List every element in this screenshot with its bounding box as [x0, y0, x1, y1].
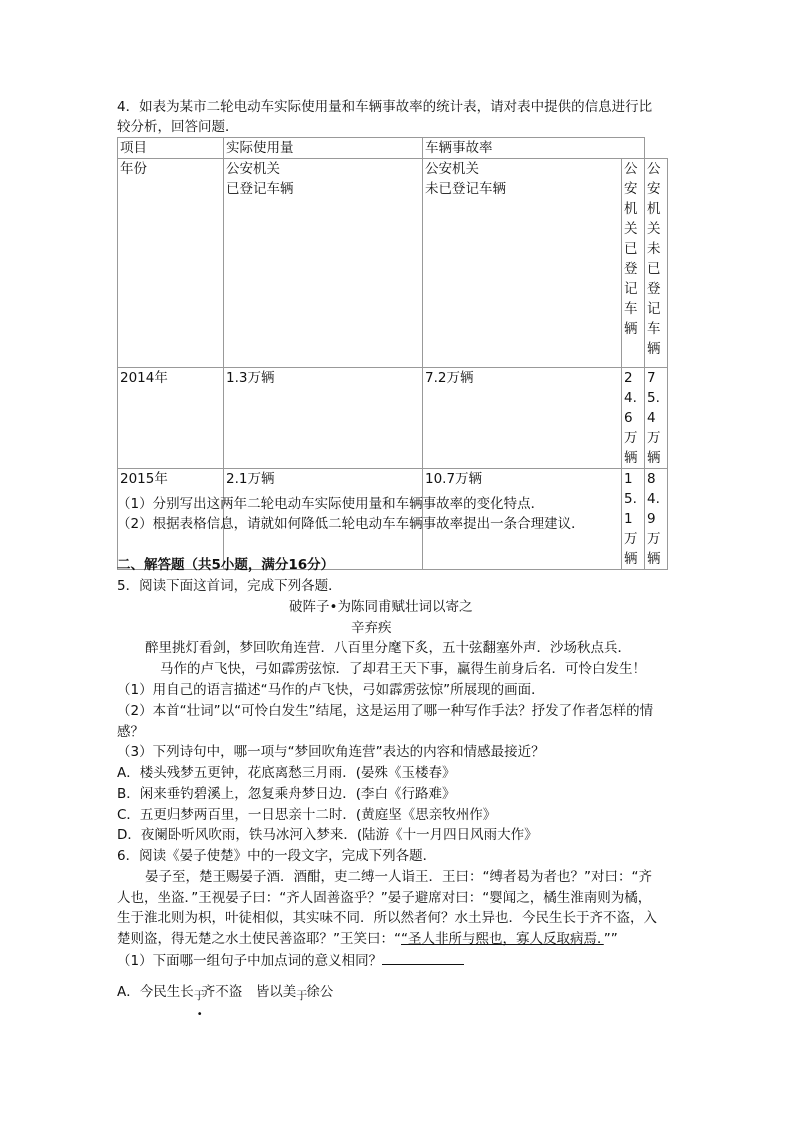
q6-sub1-text: （1）下面哪一组句子中加点词的意义相同？	[117, 953, 383, 969]
q6-sub1	[117, 950, 464, 971]
table-sub-vertical-unregistered: 公安机关未已登记车辆	[645, 159, 668, 368]
table-header-item: 项目	[118, 138, 224, 159]
sub-registered-line1: 公安机关	[226, 161, 280, 177]
poem-title: 破阵子•为陈同甫赋壮词以寄之	[289, 599, 473, 615]
q6-para-line2: 人也，坐盗．”王视晏子曰：“齐人固善盗乎？”晏子避席对曰：“婴闻之，橘生淮南则为橘，	[117, 890, 652, 906]
table-sub-vertical-registered: 公安机关已登记车辆	[622, 159, 645, 368]
table-row	[118, 368, 668, 469]
q4-sub2: （2）根据表格信息，请就如何降低二轮电动车车辆事故率提出一条合理建议．	[117, 516, 585, 532]
answer-blank[interactable]	[382, 950, 464, 965]
row-cell: 15.1万辆	[622, 469, 645, 570]
dotted-char-2-text: 于	[296, 989, 308, 1002]
q5-option-b: B．闲来垂钓碧溪上，忽复乘舟梦日边．(李白《行路难》	[117, 786, 456, 802]
row-cell: 1.3万辆	[224, 368, 423, 469]
q5-sub3: （3）下列诗句中，哪一项与“梦回吹角连营”表达的内容和情感最接近？	[117, 744, 545, 760]
q6-para-line3: 生于淮北则为枳，叶徒相似，其实味不同．所以然者何？水土异也．今民生长于齐不盗，入	[117, 910, 657, 926]
q4-line1: 4．如表为某市二轮电动车实际使用量和车辆事故率的统计表，请对表中提供的信息进行比	[117, 99, 653, 115]
table-header-year-label: 年份	[120, 161, 147, 177]
q5-sub2a: （2）本首“壮词”以“可怜白发生”结尾，这是运用了哪一种写作手法？抒发了作者怎样的情	[117, 703, 654, 719]
poem-author: 辛弃疾	[351, 620, 392, 636]
q6-para-line4-a: 楚则盗，得无楚之水土使民善盗耶？”王笑曰：“	[117, 931, 401, 947]
table-header-year	[118, 159, 224, 368]
q6-quote-underlined: “圣人非所与熙也，寡人反取病焉．	[401, 931, 604, 947]
q6-option-a-pre: A．今民生长	[117, 984, 194, 1000]
q6-option-a	[117, 982, 334, 1020]
row-cell: 24.6万辆	[622, 368, 645, 469]
q5-sub2b: 感？	[117, 724, 144, 740]
q5-option-d: D．夜阑卧听风吹雨，铁马冰河入梦来．(陆游《十一月四日风雨大作》	[117, 827, 538, 843]
table-sub-unregistered	[423, 159, 622, 368]
row-year: 2014年	[118, 368, 224, 469]
section-title: 二、解答题（共5小题，满分16分）	[117, 557, 335, 573]
q6-para-line4	[117, 929, 618, 949]
row-year: 2015年	[118, 469, 224, 570]
q6-para-line4-c: ””	[603, 931, 618, 947]
sub-unregistered-line1: 公安机关	[425, 161, 479, 177]
q6-para-line1: 晏子至，楚王赐晏子酒．酒酣，吏二缚一人诣王．王曰：“缚者曷为者也？”对曰：“齐	[145, 869, 652, 885]
row-cell: 10.7万辆	[423, 469, 622, 570]
row-cell: 75.4万辆	[645, 368, 668, 469]
q5-option-c: C．五更归梦两百里，一日思亲十二时．(黄庭坚《思亲牧州作》	[117, 807, 497, 823]
row-cell: 2.1万辆	[224, 469, 423, 570]
q4-sub1: （1）分别写出这两年二轮电动车实际使用量和车辆事故率的变化特点．	[117, 496, 545, 512]
q4-line2: 较分析，回答问题．	[117, 119, 239, 135]
dotted-char-1-text: 于	[193, 989, 205, 1002]
q5-option-a: A．楼头残梦五更钟，花底离愁三月雨．(晏殊《玉楼春》	[117, 765, 456, 781]
q5-sub1: （1）用自己的语言描述“马作的卢飞快，弓如霹雳弦惊”所展现的画面．	[117, 682, 545, 698]
sub-unregistered-line2: 未已登记车辆	[425, 181, 506, 197]
sub-registered-line2: 已登记车辆	[226, 181, 294, 197]
table-header-accident: 车辆事故率	[423, 138, 645, 159]
table-header-usage: 实际使用量	[224, 138, 423, 159]
poem-line2: 马作的卢飞快，弓如霹雳弦惊．了却君王天下事，赢得生前身后名．可怜白发生！	[160, 661, 646, 677]
poem-line1: 醉里挑灯看剑，梦回吹角连营．八百里分麾下炙，五十弦翻塞外声．沙场秋点兵．	[145, 640, 631, 656]
emphasis-dot-icon: •	[196, 1009, 203, 1020]
table-sub-registered	[224, 159, 423, 368]
q6-option-a-mid: 齐不盗 皆以美	[201, 984, 297, 1000]
row-cell: 84.9万辆	[645, 469, 668, 570]
q5-intro: 5．阅读下面这首词，完成下列各题．	[117, 578, 342, 594]
q6-intro: 6．阅读《晏子使楚》中的一段文字，完成下列各题．	[117, 848, 437, 864]
q6-option-a-post: 徐公	[306, 984, 334, 1000]
row-cell: 7.2万辆	[423, 368, 622, 469]
